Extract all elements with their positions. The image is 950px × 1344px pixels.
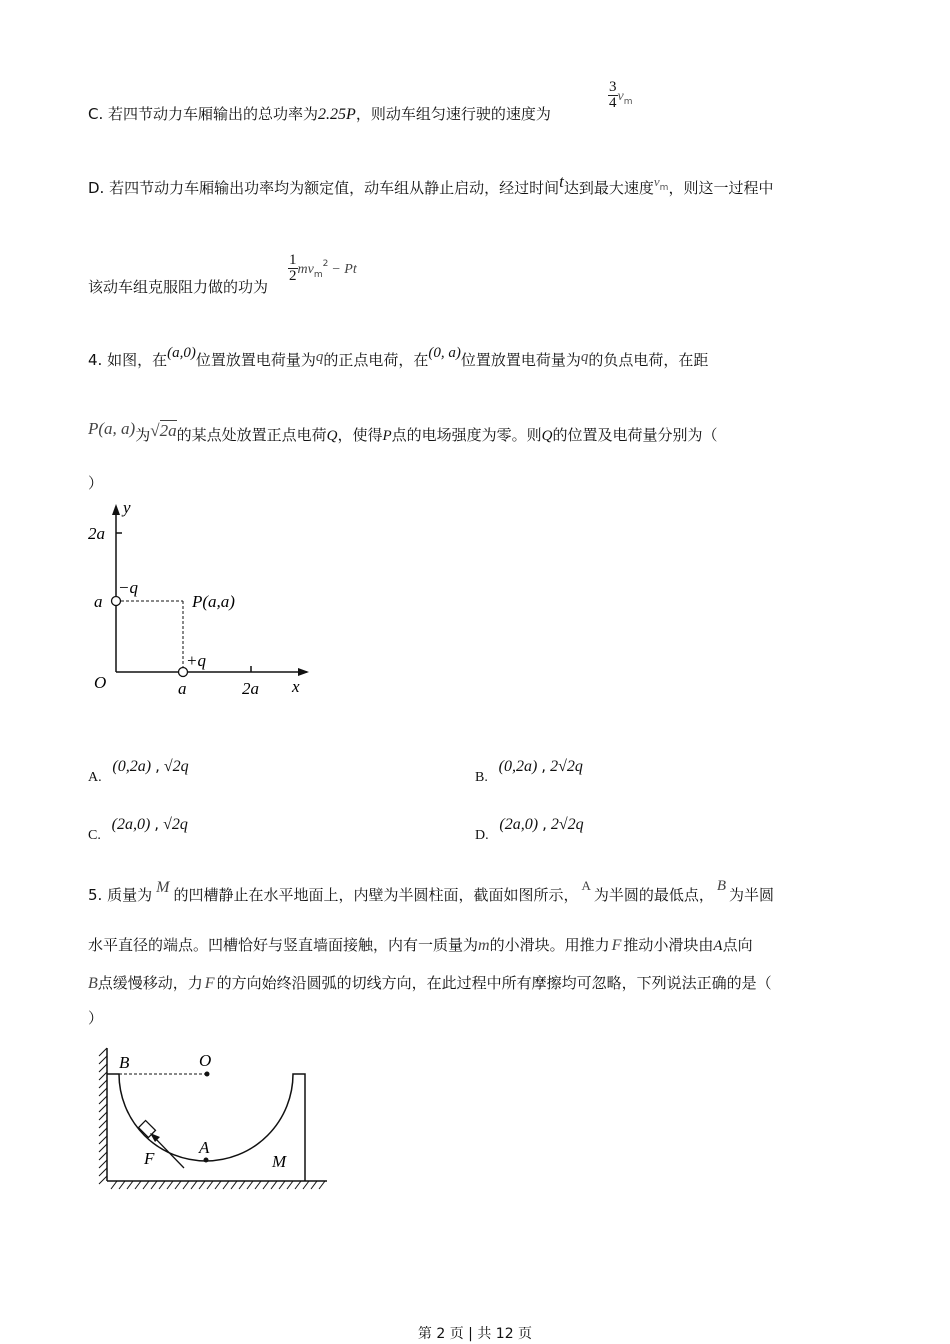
- time-symbol: t: [559, 172, 564, 191]
- stem-text: 的正点电荷，在: [323, 351, 429, 369]
- option-text: ，则这一过程中: [668, 179, 774, 197]
- page-footer: 第 2 页 | 共 12 页: [417, 1326, 533, 1342]
- stem-text: 点向: [722, 936, 753, 954]
- option-charge: √2q: [163, 758, 189, 775]
- power-value: 2.25P: [318, 106, 356, 123]
- lowest-point-dot: [204, 1158, 209, 1163]
- q3-option-c: [88, 103, 551, 124]
- point-A-symbol: A: [713, 938, 723, 954]
- stem-text: 点缓慢移动，力: [97, 974, 203, 992]
- point-B-symbol: B: [88, 975, 98, 992]
- force-arrow-head: [150, 1133, 160, 1142]
- x-tick-2a-label: 2a: [242, 679, 259, 698]
- q3-option-d: [88, 172, 774, 200]
- option-label: A.: [88, 770, 102, 785]
- label-a: A: [199, 1138, 210, 1157]
- mass-M-symbol: M: [156, 879, 170, 896]
- option-text: 若四节动力车厢输出功率均为额定值，动车组从静止启动，经过时间: [109, 179, 560, 197]
- q4-coordinate-figure: [82, 495, 322, 705]
- q3-c-fraction: [608, 80, 633, 111]
- point-p-label: P(a,a): [192, 592, 235, 611]
- force-arrow-line: [153, 1136, 184, 1168]
- y-axis-label: y: [123, 498, 131, 517]
- velocity-subscript: m: [313, 270, 323, 280]
- option-position: (2a,0): [111, 816, 151, 833]
- stem-text: 位置放置电荷量为: [460, 351, 581, 369]
- stem-text: ，使得: [337, 426, 383, 444]
- stem-text: 的负点电荷，在距: [588, 351, 709, 369]
- x-axis-arrow: [298, 668, 309, 676]
- point-p: P(a, a): [88, 419, 136, 438]
- point-P-symbol: P: [382, 428, 392, 444]
- option-text: ，则动车组匀速行驶的速度为: [355, 105, 551, 123]
- option-position: (0,2a): [498, 758, 538, 775]
- sqrt-2a: √2a: [150, 421, 177, 440]
- q5-stem-line1: [88, 878, 775, 905]
- negative-charge-marker: [112, 597, 121, 606]
- label-f: F: [144, 1149, 155, 1168]
- charge-Q: Q: [326, 428, 338, 444]
- velocity-symbol: v: [617, 89, 624, 104]
- label-o: O: [199, 1051, 212, 1070]
- option-label: D.: [88, 179, 105, 197]
- ground-hatching: [111, 1181, 325, 1189]
- position-a0: (a,0): [167, 345, 196, 361]
- q3-d-line2: 该动车组克服阻力做的功为: [88, 278, 269, 296]
- q5-groove-figure: [95, 1040, 335, 1200]
- negative-charge-label: −q: [118, 578, 138, 597]
- stem-text: 的凹槽静止在水平地面上，内壁为半圆柱面，截面如图所示，: [173, 886, 579, 904]
- frac-denominator: 4: [609, 95, 617, 111]
- q4-option-d: D. (2a,0) , 2√2q: [475, 815, 584, 843]
- positive-charge-label: +q: [186, 651, 206, 670]
- force-F-symbol: F: [204, 975, 215, 992]
- question-number: 4.: [88, 351, 103, 369]
- option-label: D.: [475, 828, 489, 843]
- charge-q: q: [580, 349, 589, 365]
- option-charge: √2q: [163, 816, 188, 833]
- y-axis-arrow: [112, 504, 120, 515]
- power-time-term: − Pt: [331, 262, 357, 277]
- stem-text: 点的电场强度为零。则: [391, 426, 542, 444]
- label-b: B: [119, 1053, 130, 1072]
- option-label: C.: [88, 105, 104, 123]
- stem-text: 的小滑块。用推力: [489, 936, 610, 954]
- origin-label: O: [94, 673, 107, 692]
- q4-stem-line2: [88, 419, 718, 445]
- stem-text: 为半圆: [729, 886, 775, 904]
- stem-text: 如图，在: [107, 351, 168, 369]
- q5-stem-line4: ）: [88, 1009, 104, 1027]
- option-label: C.: [88, 828, 101, 843]
- force-F-symbol: F: [611, 937, 622, 954]
- wall-hatching: [99, 1048, 107, 1184]
- frac-denominator: 2: [289, 268, 297, 284]
- option-charge: 2√2q: [550, 816, 584, 833]
- q5-stem-line3: [88, 972, 772, 993]
- option-charge: 2√2q: [550, 758, 583, 775]
- x-axis-label: x: [292, 677, 300, 696]
- q5-stem-line2: [88, 934, 753, 955]
- y-tick-a-label: a: [94, 592, 103, 611]
- velocity-subscript: m: [623, 97, 633, 107]
- y-tick-2a-label: 2a: [88, 524, 105, 543]
- q4-option-a: A. (0,2a) , √2q: [88, 757, 189, 785]
- point-A-symbol: A: [581, 878, 591, 893]
- q4-stem-line1: [88, 345, 709, 370]
- position-0a: (0, a): [428, 345, 461, 361]
- question-number: 5.: [88, 886, 103, 904]
- center-dot: [205, 1072, 210, 1077]
- q4-option-b: B. (0,2a) , 2√2q: [475, 757, 583, 785]
- stem-text: 的某点处放置正点电荷: [176, 426, 327, 444]
- option-position: (0,2a): [112, 758, 152, 775]
- option-text: 达到最大速度: [563, 179, 654, 197]
- option-label: B.: [475, 770, 488, 785]
- stem-text: 位置放置电荷量为: [195, 351, 316, 369]
- exponent: 2: [322, 259, 329, 269]
- frac-numerator: 3: [609, 79, 617, 95]
- q4-option-c: C. (2a,0) , √2q: [88, 815, 188, 843]
- option-position: (2a,0): [499, 816, 539, 833]
- option-text: 若四节动力车厢输出的总功率为: [108, 105, 319, 123]
- stem-text: 的方向始终沿圆弧的切线方向，在此过程中所有摩擦均可忽略，下列说法正确的是（: [216, 974, 772, 992]
- stem-text: 为: [135, 426, 151, 444]
- velocity-symbol: v: [653, 174, 660, 189]
- stem-text: 质量为: [107, 886, 153, 904]
- point-B-symbol: B: [716, 878, 727, 894]
- stem-text: 推动小滑块由: [623, 936, 714, 954]
- velocity-subscript: m: [659, 183, 669, 193]
- sqrt-radicand: 2a: [159, 421, 177, 440]
- label-m: M: [272, 1152, 287, 1171]
- mass-velocity: mv: [297, 262, 314, 277]
- q4-stem-line3: ）: [88, 474, 104, 492]
- stem-text: 为半圆的最低点，: [593, 886, 714, 904]
- charge-q: q: [315, 349, 324, 365]
- frac-numerator: 1: [289, 252, 297, 268]
- x-tick-a-label: a: [178, 679, 187, 698]
- charge-Q: Q: [541, 428, 553, 444]
- stem-text: 水平直径的端点。凹槽恰好与竖直墙面接触，内有一质量为: [88, 936, 479, 954]
- q3-d-work-expression: [288, 253, 357, 284]
- stem-text: 的位置及电荷量分别为（: [552, 426, 718, 444]
- mass-m-symbol: m: [478, 937, 490, 954]
